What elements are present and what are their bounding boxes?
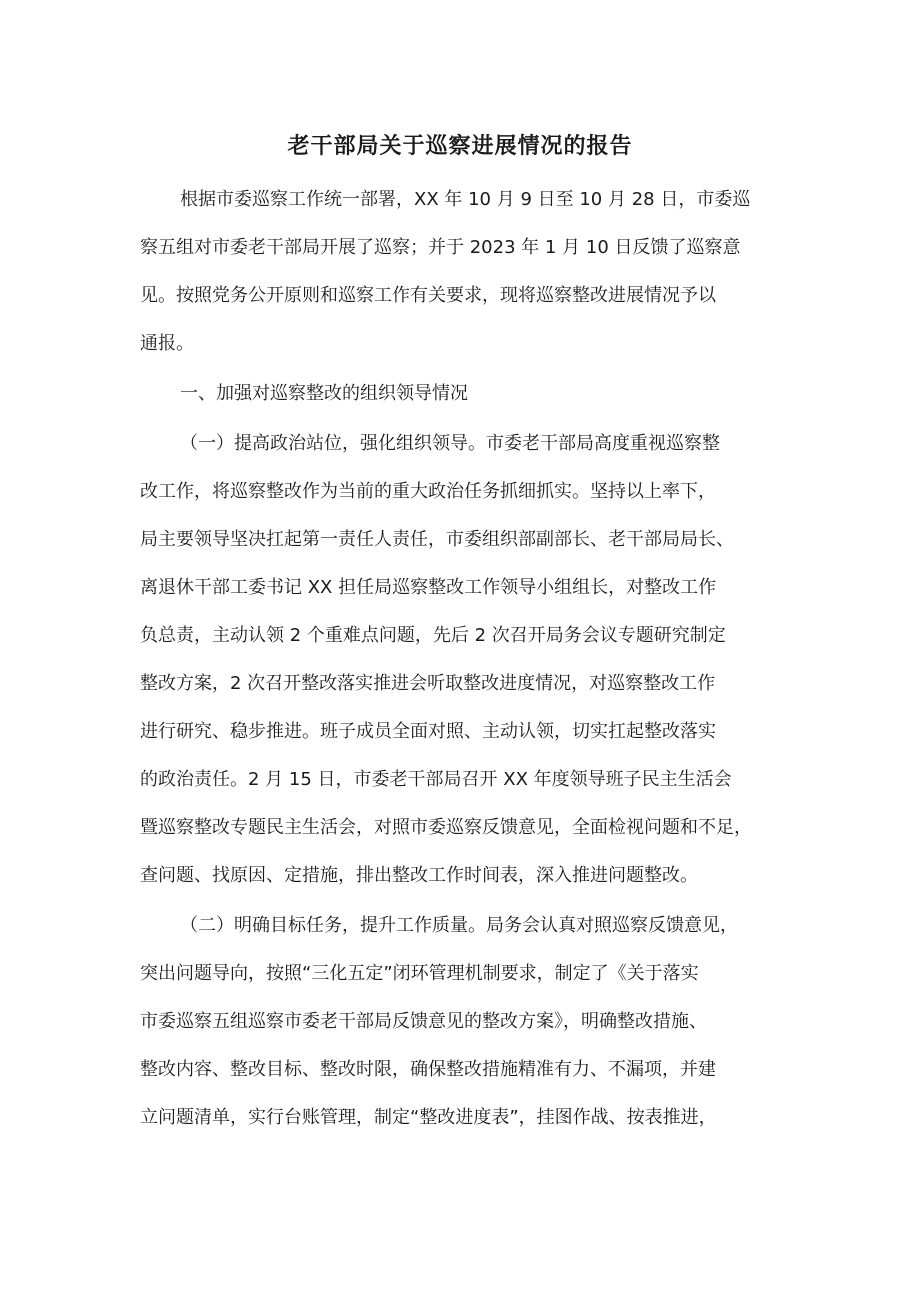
para2-line-1: （二）明确目标任务，提升工作质量。局务会认真对照巡察反馈意见， [180, 915, 738, 936]
para1-line-2: 改工作，将巡察整改作为当前的重大政治任务抓细抓实。坚持以上率下， [140, 481, 716, 502]
para1-line-1: （一）提高政治站位，强化组织领导。市委老干部局高度重视巡察整 [180, 433, 720, 454]
para1-line-4: 离退休干部工委书记 XX 担任局巡察整改工作领导小组组长，对整改工作 [140, 577, 717, 598]
para1-line-7: 进行研究、稳步推进。班子成员全面对照、主动认领，切实扛起整改落实 [140, 721, 716, 742]
para2-line-4: 整改内容、整改目标、整改时限，确保整改措施精准有力、不漏项，并建 [140, 1059, 716, 1080]
para1-line-9: 暨巡察整改专题民主生活会，对照市委巡察反馈意见，全面检视问题和不足， [140, 817, 752, 838]
para2-line-2: 突出问题导向，按照“三化五定”闭环管理机制要求，制定了《关于落实 [140, 963, 699, 984]
para1-line-5: 负总责，主动认领 2 个重难点问题，先后 2 次召开局务会议专题研究制定 [140, 625, 726, 646]
intro-line-4: 通报。 [140, 333, 194, 354]
para1-line-8: 的政治责任。2 月 15 日，市委老干部局召开 XX 年度领导班子民主生活会 [140, 769, 732, 790]
document-title: 老干部局关于巡察进展情况的报告 [287, 134, 633, 159]
intro-line-1: 根据市委巡察工作统一部署，XX 年 10 月 9 日至 10 月 28 日，市委巡 [180, 189, 751, 210]
intro-line-2: 察五组对市委老干部局开展了巡察；并于 2023 年 1 月 10 日反馈了巡察意 [140, 237, 741, 258]
para1-line-3: 局主要领导坚决扛起第一责任人责任，市委组织部副部长、老干部局局长、 [140, 529, 734, 550]
section-heading-1: 一、加强对巡察整改的组织领导情况 [180, 383, 468, 404]
para1-line-6: 整改方案，2 次召开整改落实推进会听取整改进度情况，对巡察整改工作 [140, 673, 716, 694]
intro-line-3: 见。按照党务公开原则和巡察工作有关要求，现将巡察整改进展情况予以 [140, 285, 716, 306]
para2-line-5: 立问题清单，实行台账管理，制定“整改进度表”，挂图作战、按表推进， [140, 1107, 717, 1128]
para2-line-3: 市委巡察五组巡察市委老干部局反馈意见的整改方案》，明确整改措施、 [140, 1011, 707, 1032]
para1-line-10: 查问题、找原因、定措施，排出整改工作时间表，深入推进问题整改。 [140, 865, 698, 886]
